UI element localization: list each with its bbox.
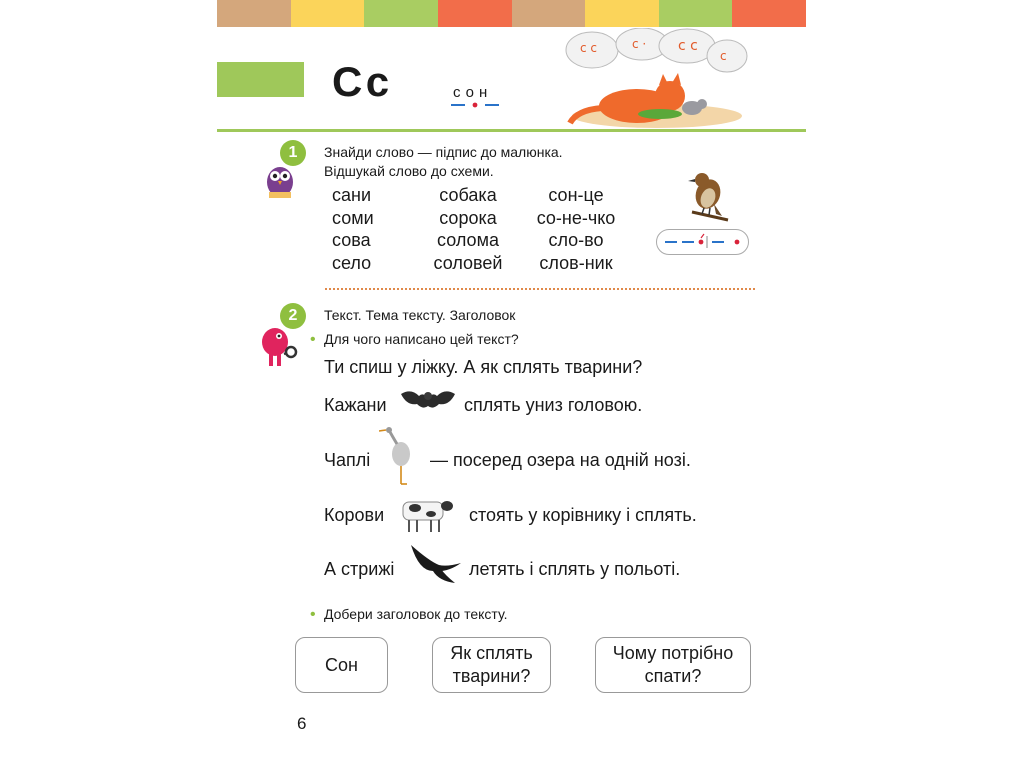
- cow-icon: [397, 494, 455, 534]
- section-divider: [217, 129, 806, 132]
- word-column-1: [332, 184, 374, 274]
- lesson-word: сон: [453, 84, 493, 101]
- task2-heading: Текст. Тема тексту. Заголовок: [324, 307, 516, 323]
- text-sentence-2b: сплять униз головою.: [464, 395, 643, 415]
- title-option-how-animals-sleep[interactable]: [432, 637, 551, 693]
- text-sentence-5a: А стрижі: [324, 559, 395, 579]
- svg-text:с: с: [720, 49, 727, 63]
- word-option[interactable]: собака: [439, 185, 497, 205]
- text-sentence-4b: стоять у корівнику і сплять.: [469, 505, 697, 525]
- bat-icon: [399, 384, 457, 416]
- word-option[interactable]: со-не-чко: [536, 207, 616, 228]
- word-option[interactable]: село: [332, 252, 372, 273]
- task-number-badge: 1: [280, 140, 306, 166]
- word-option[interactable]: солома: [437, 230, 499, 250]
- title-option-line: спати?: [644, 666, 702, 686]
- svg-text:с ·: с ·: [632, 37, 647, 51]
- text-sentence-2a: Кажани: [324, 395, 387, 415]
- word-option[interactable]: сло-во: [548, 230, 604, 250]
- title-option-label: [613, 642, 733, 688]
- stress-schema-icon: [657, 230, 747, 253]
- text-sentence-3b: — посеред озера на одній нозі.: [430, 450, 691, 470]
- title-option-line: Чому потрібно: [612, 643, 734, 663]
- title-option-line: Як сплять: [450, 643, 533, 663]
- task2-question: • Для чого написано цей текст?: [324, 330, 519, 349]
- word-option[interactable]: сова: [332, 230, 371, 250]
- owl-mascot-icon: [263, 156, 297, 202]
- word-option[interactable]: слов-ник: [539, 252, 613, 273]
- word-column-3: [532, 184, 620, 274]
- stripe: [585, 0, 659, 27]
- lesson-letter: Сс: [332, 58, 394, 105]
- green-marker-block: [217, 62, 304, 97]
- stripe: [217, 0, 291, 27]
- title-option-line: тварини?: [452, 666, 531, 686]
- word-option[interactable]: соми: [332, 207, 374, 228]
- word-schema-icon: [451, 102, 499, 108]
- text-sentence-3a: Чаплі: [324, 450, 371, 470]
- word-option[interactable]: соловей: [433, 252, 503, 273]
- title-prompt: • Добери заголовок до тексту.: [324, 605, 507, 624]
- sleeping-cat-illustration: [562, 28, 752, 130]
- svg-text:с с: с с: [678, 38, 698, 54]
- nightingale-icon: [682, 170, 732, 226]
- text-sentence-5b: летять і сплять у польоті.: [469, 559, 681, 579]
- word-column-2: [424, 184, 512, 274]
- stripe: [659, 0, 733, 27]
- stripe: [438, 0, 512, 27]
- text-sentence-1: Ти спиш у ліжку. А як сплять тварини?: [324, 357, 643, 377]
- word-option[interactable]: сон-це: [548, 185, 604, 205]
- stripe: [364, 0, 438, 27]
- stripe: [732, 0, 806, 27]
- task1-instruction-2: Відшукай слово до схеми.: [324, 163, 494, 179]
- task-number-badge: 2: [280, 303, 306, 329]
- dotted-divider: [325, 288, 755, 290]
- svg-text:с с: с с: [580, 41, 598, 55]
- word-option[interactable]: сани: [332, 185, 372, 205]
- title-option-son[interactable]: [295, 637, 388, 693]
- stripe: [291, 0, 365, 27]
- textbook-page: [217, 0, 806, 768]
- mascot-magnifier-icon: [257, 322, 301, 368]
- title-option-label: Сон: [325, 654, 358, 675]
- color-stripe-bar: [217, 0, 806, 27]
- word-option[interactable]: сорока: [439, 207, 497, 228]
- page-number: 6: [297, 714, 307, 733]
- text-sentence-4a: Корови: [324, 505, 385, 525]
- title-option-label: [450, 642, 533, 688]
- task1-instruction-1: Знайди слово — підпис до малюнка.: [324, 144, 563, 160]
- title-option-why-sleep[interactable]: [595, 637, 751, 693]
- heron-icon: [379, 426, 421, 486]
- word-schema-box: [656, 229, 749, 255]
- stripe: [512, 0, 586, 27]
- swift-bird-icon: [409, 541, 463, 585]
